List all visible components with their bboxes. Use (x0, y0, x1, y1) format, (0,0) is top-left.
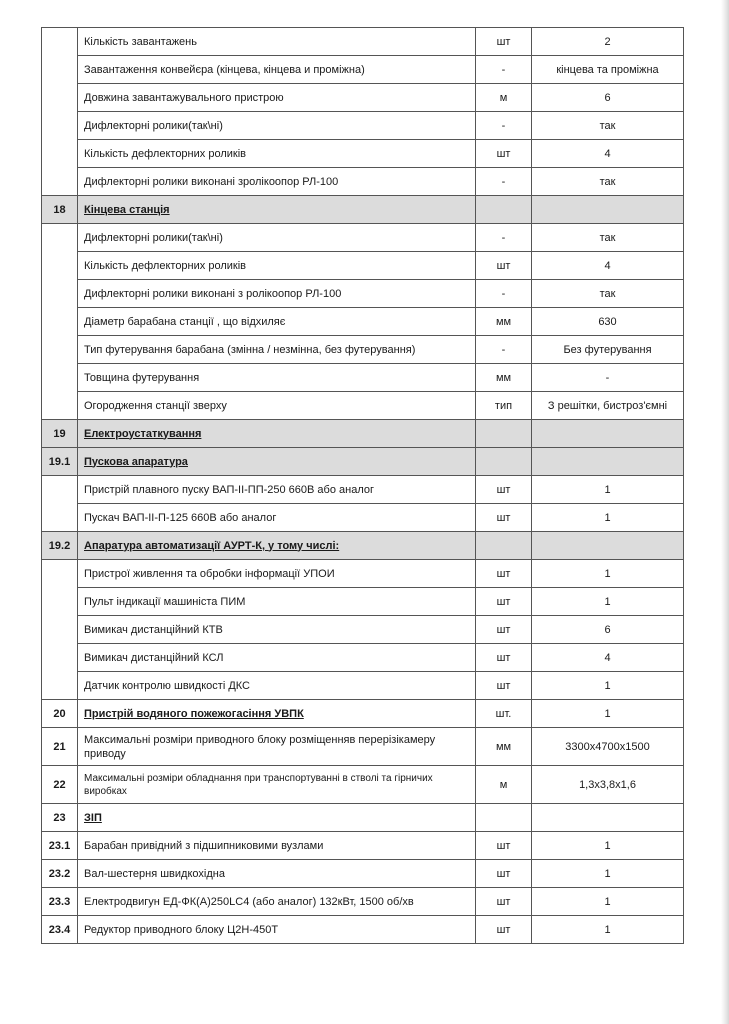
unit-cell: - (476, 112, 532, 140)
table-row (42, 504, 684, 532)
section-row (42, 420, 684, 448)
row-number: 21 (42, 728, 78, 766)
value-cell: 1 (532, 504, 684, 532)
value-cell: кінцева та проміжна (532, 56, 684, 84)
value-cell: 630 (532, 308, 684, 336)
table-row (42, 672, 684, 700)
parameter-name: Вал-шестерня швидкохідна (78, 860, 476, 888)
unit-cell (476, 804, 532, 832)
value-cell: так (532, 168, 684, 196)
parameter-name: Кількість завантажень (78, 28, 476, 56)
parameter-name: Датчик контролю швидкості ДКС (78, 672, 476, 700)
parameter-name: Дифлекторні ролики виконані з ролікоопор РЛ-100 (78, 280, 476, 308)
parameter-name: Дифлекторні ролики виконані зролікоопор РЛ-100 (78, 168, 476, 196)
value-cell: 2 (532, 28, 684, 56)
value-cell (532, 420, 684, 448)
value-cell: 1 (532, 916, 684, 944)
parameter-name: Завантаження конвейєра (кінцева, кінцева и проміжна) (78, 56, 476, 84)
row-number: 20 (42, 700, 78, 728)
value-cell: 1 (532, 832, 684, 860)
value-cell: - (532, 364, 684, 392)
table-row (42, 140, 684, 168)
parameter-name: Пульт індикації машиніста ПИМ (78, 588, 476, 616)
row-number-cell (42, 28, 78, 196)
value-cell: Без футерування (532, 336, 684, 364)
unit-cell: шт (476, 28, 532, 56)
unit-cell: мм (476, 364, 532, 392)
parameter-name: Довжина завантажувального пристрою (78, 84, 476, 112)
unit-cell: тип (476, 392, 532, 420)
table-row (42, 112, 684, 140)
table-row (42, 336, 684, 364)
unit-cell: шт (476, 140, 532, 168)
unit-cell: шт (476, 916, 532, 944)
table-row (42, 832, 684, 860)
parameter-name: Огородження станції зверху (78, 392, 476, 420)
parameter-name: Діаметр барабана станції , що відхиляє (78, 308, 476, 336)
table-row (42, 728, 684, 766)
parameter-name: Редуктор приводного блоку Ц2Н-450Т (78, 916, 476, 944)
row-number-cell (42, 476, 78, 532)
value-cell: 1 (532, 560, 684, 588)
table-row (42, 616, 684, 644)
parameter-name: Кількість дефлекторних роликів (78, 252, 476, 280)
table-row (42, 766, 684, 804)
unit-cell: шт (476, 888, 532, 916)
unit-cell (476, 420, 532, 448)
unit-cell: шт (476, 672, 532, 700)
section-number: 19.2 (42, 532, 78, 560)
unit-cell: шт (476, 832, 532, 860)
table-row (42, 168, 684, 196)
page-edge-shadow (721, 0, 729, 1024)
table-row (42, 280, 684, 308)
parameter-name: Пускач ВАП-ІІ-П-125 660В або аналог (78, 504, 476, 532)
table-row (42, 804, 684, 832)
value-cell: 1 (532, 672, 684, 700)
parameter-name: Пристрій плавного пуску ВАП-ІІ-ПП-250 660В або аналог (78, 476, 476, 504)
section-number: 19 (42, 420, 78, 448)
unit-cell: - (476, 336, 532, 364)
unit-cell: - (476, 280, 532, 308)
table-row (42, 476, 684, 504)
value-cell (532, 196, 684, 224)
value-cell: З решітки, бистроз'ємні (532, 392, 684, 420)
table-row (42, 308, 684, 336)
value-cell: так (532, 280, 684, 308)
unit-cell: м (476, 84, 532, 112)
table-row (42, 860, 684, 888)
table-row (42, 224, 684, 252)
value-cell: 1 (532, 700, 684, 728)
row-number-cell (42, 224, 78, 420)
table-row (42, 364, 684, 392)
section-title: Пускова апаратура (78, 448, 476, 476)
table-row (42, 84, 684, 112)
parameter-name: Дифлекторні ролики(так\ні) (78, 224, 476, 252)
unit-cell: - (476, 168, 532, 196)
section-title: Електроустаткування (78, 420, 476, 448)
parameter-name: Товщина футерування (78, 364, 476, 392)
value-cell: 1 (532, 860, 684, 888)
unit-cell: мм (476, 308, 532, 336)
value-cell: 6 (532, 84, 684, 112)
value-cell: 3300х4700х1500 (532, 728, 684, 766)
section-number: 18 (42, 196, 78, 224)
row-number-cell (42, 560, 78, 700)
value-cell: 4 (532, 644, 684, 672)
parameter-name: Пристрої живлення та обробки інформації УПОИ (78, 560, 476, 588)
unit-cell: шт (476, 588, 532, 616)
row-number: 23.1 (42, 832, 78, 860)
parameter-name: ЗІП (78, 804, 476, 832)
table-row (42, 56, 684, 84)
value-cell (532, 804, 684, 832)
unit-cell: - (476, 56, 532, 84)
unit-cell: шт (476, 252, 532, 280)
unit-cell (476, 196, 532, 224)
value-cell: так (532, 112, 684, 140)
section-row (42, 196, 684, 224)
parameter-name: Барабан привідний з підшипниковими вузлами (78, 832, 476, 860)
parameter-name: Максимальні розміри обладнання при транспортуванні в стволі та гірничих виробках (78, 766, 476, 804)
parameter-name: Дифлекторні ролики(так\ні) (78, 112, 476, 140)
subsection-row (42, 532, 684, 560)
unit-cell: мм (476, 728, 532, 766)
section-title: Кінцева станція (78, 196, 476, 224)
table-row (42, 888, 684, 916)
value-cell: 6 (532, 616, 684, 644)
unit-cell: шт. (476, 700, 532, 728)
value-cell: 1,3х3,8х1,6 (532, 766, 684, 804)
unit-cell: - (476, 224, 532, 252)
parameter-name: Кількість дефлекторних роликів (78, 140, 476, 168)
row-number: 23.4 (42, 916, 78, 944)
row-number: 23.3 (42, 888, 78, 916)
parameter-name: Електродвигун ЕД-ФК(А)250LC4 (або аналог) 132кВт, 1500 об/хв (78, 888, 476, 916)
value-cell (532, 448, 684, 476)
unit-cell: шт (476, 504, 532, 532)
specification-table (41, 27, 684, 944)
section-title: Апаратура автоматизації АУРТ-К, у тому числі: (78, 532, 476, 560)
parameter-name: Максимальні розміри приводного блоку розміщенняв перерізікамеру приводу (78, 728, 476, 766)
table-row (42, 252, 684, 280)
unit-cell: шт (476, 860, 532, 888)
table-row (42, 560, 684, 588)
table-row (42, 644, 684, 672)
parameter-name: Вимикач дистанційний КТВ (78, 616, 476, 644)
table-row (42, 916, 684, 944)
unit-cell: шт (476, 616, 532, 644)
value-cell: 1 (532, 588, 684, 616)
row-number: 23.2 (42, 860, 78, 888)
unit-cell (476, 448, 532, 476)
row-number: 23 (42, 804, 78, 832)
value-cell: так (532, 224, 684, 252)
unit-cell (476, 532, 532, 560)
row-number: 22 (42, 766, 78, 804)
table-row (42, 392, 684, 420)
value-cell: 1 (532, 888, 684, 916)
section-number: 19.1 (42, 448, 78, 476)
table-row (42, 700, 684, 728)
parameter-name: Тип футерування барабана (змінна / незмінна, без футерування) (78, 336, 476, 364)
table-row (42, 28, 684, 56)
unit-cell: шт (476, 476, 532, 504)
value-cell: 4 (532, 140, 684, 168)
value-cell: 1 (532, 476, 684, 504)
subsection-row (42, 448, 684, 476)
unit-cell: шт (476, 560, 532, 588)
value-cell: 4 (532, 252, 684, 280)
unit-cell: м (476, 766, 532, 804)
unit-cell: шт (476, 644, 532, 672)
parameter-name: Вимикач дистанційний КСЛ (78, 644, 476, 672)
parameter-name: Пристрій водяного пожежогасіння УВПК (78, 700, 476, 728)
table-row (42, 588, 684, 616)
value-cell (532, 532, 684, 560)
